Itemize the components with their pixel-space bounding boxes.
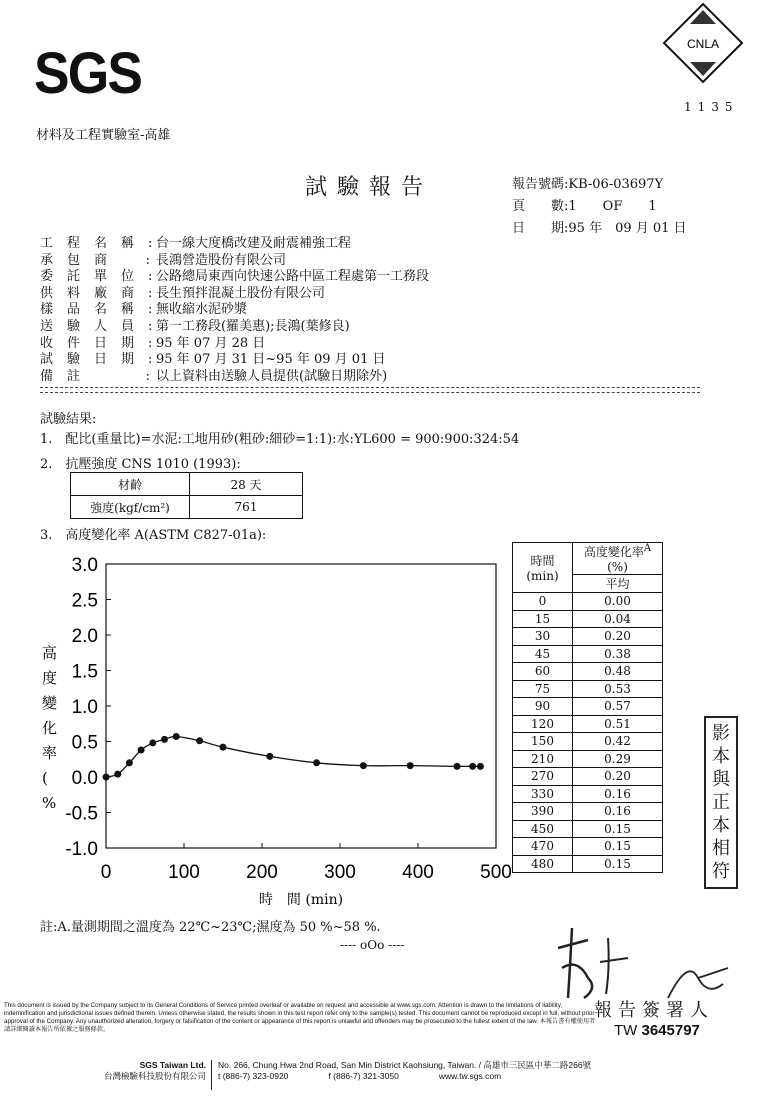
disclaimer-text: This document is issued by the Company subject to its General Conditions of Service printed overleaf or available on request and accessible at www.sgs.com. Attention is drawn to the limitations of liability, indemnification and jurisdictional issues defined therein. Unless otherwise stated, the results shown in this test report refer only to the sample(s) tested. This document cannot be reproduced except in full, without prior approval of the Company. Any unauthorized alteration, forgery or falsification of the content or appearance of this report is unlawful and offenders may be prosecuted to the fullest extent of the law. 本報告書有權使用者請詳細閱讀本報告所依據之服務條款。 (4, 1002, 596, 1033)
table-cell-time: 150 (513, 733, 573, 751)
table-row (513, 855, 663, 873)
info-label (40, 318, 153, 336)
table-row (513, 768, 663, 786)
table-header-time-unit: (min) (526, 569, 559, 583)
info-colon: : (148, 335, 153, 351)
table-cell-value: 0.53 (573, 680, 663, 698)
table-header-change-sup: A (643, 543, 652, 554)
info-label (40, 302, 153, 319)
y-tick-label: -0.5 (65, 803, 98, 825)
table-cell-value: 0.04 (573, 610, 663, 628)
info-row (40, 269, 429, 286)
y-tick-label: 1.5 (71, 661, 98, 683)
x-tick-label: 100 (168, 862, 200, 883)
table-cell-value: 0.51 (573, 715, 663, 733)
cnla-logo (662, 2, 744, 84)
data-point (407, 762, 414, 769)
info-label-text: 備註 (40, 368, 95, 384)
data-point (103, 774, 110, 781)
info-row (40, 286, 429, 303)
table-cell-value: 0.15 (573, 855, 663, 873)
info-value: 95 年 07 月 28 日 (156, 335, 266, 351)
info-colon: : (148, 236, 153, 251)
y-tick-label: -1.0 (65, 839, 98, 860)
data-point (469, 763, 476, 770)
info-label-text: 工程名稱 (40, 236, 149, 251)
table-cell-time: 30 (513, 628, 573, 646)
table-cell-time: 75 (513, 680, 573, 698)
cnla-number: 1135 (684, 100, 739, 114)
strength-table-header-days: 28 天 (190, 473, 303, 496)
info-value: 第一工務段(羅美惠);長鴻(葉修良) (156, 318, 350, 334)
report-title: 試驗報告 (305, 175, 434, 200)
table-cell-time: 470 (513, 838, 573, 856)
table-row (513, 645, 663, 663)
height-change-line: 3. 高度變化率 A(ASTM C827-01a): (40, 528, 267, 543)
mix-ratio-line: 1. 配比(重量比)=水泥:工地用砂(粗砂:細砂=1:1):水:YL600 = 900:900:324:54 (40, 432, 520, 447)
table-row (513, 803, 663, 821)
table-cell-value: 0.42 (573, 733, 663, 751)
y-tick-label: 0.0 (71, 768, 98, 789)
info-colon: : (148, 269, 153, 285)
table-cell-time: 45 (513, 645, 573, 663)
table-row (513, 750, 663, 768)
info-label-text: 樣品名稱 (40, 302, 149, 318)
table-cell-value: 0.20 (573, 768, 663, 786)
info-label (40, 253, 150, 270)
info-value: 台一線大度橋改建及耐震補強工程 (156, 236, 352, 251)
table-cell-value: 0.16 (573, 785, 663, 803)
info-row (40, 352, 429, 369)
info-label (40, 236, 153, 253)
x-tick-label: 0 (100, 862, 112, 883)
date-value: 95 年 09 月 01 日 (568, 221, 687, 236)
footer-address: No. 266, Chung Hwa 2nd Road, San Min District Kaohsiung, Taiwan. / 高雄市三民區中華二路266號 (218, 1060, 592, 1070)
table-row (513, 733, 663, 751)
info-colon: : (148, 302, 153, 318)
x-tick-label: 500 (480, 862, 512, 883)
y-tick-label: 3.0 (71, 555, 98, 576)
info-label-text: 送驗人員 (40, 318, 149, 334)
info-value: 長鴻營造股份有限公司 (156, 252, 287, 268)
plot-frame (106, 564, 496, 848)
table-row (513, 593, 663, 611)
data-point (161, 736, 168, 743)
table-cell-time: 450 (513, 820, 573, 838)
table-cell-time: 60 (513, 663, 573, 681)
table-row (513, 628, 663, 646)
table-header-change-label: 高度變化率 (583, 545, 644, 559)
data-point (126, 759, 133, 766)
series-line (106, 737, 480, 777)
table-row (513, 838, 663, 856)
info-label (40, 369, 150, 386)
table-cell-time: 120 (513, 715, 573, 733)
table-cell-value: 0.00 (573, 593, 663, 611)
x-axis-label: 時 間 (min) (258, 892, 344, 908)
info-label (40, 269, 153, 286)
table-cell-value: 0.29 (573, 750, 663, 768)
table-row (513, 698, 663, 716)
table-row (513, 715, 663, 733)
data-point (173, 733, 180, 740)
data-point (149, 739, 156, 746)
x-tick-label: 200 (246, 862, 278, 883)
compressive-strength-line: 2. 抗壓強度 CNS 1010 (1993): (40, 457, 241, 472)
info-label-text: 供料廠商 (40, 285, 149, 301)
info-colon: : (145, 252, 150, 268)
height-change-chart (36, 548, 512, 908)
data-point (360, 762, 367, 769)
data-point (266, 753, 273, 760)
table-cell-value: 0.38 (573, 645, 663, 663)
height-change-table (512, 542, 663, 873)
table-header-avg: 平均 (573, 575, 663, 593)
info-value: 公路總局東西向快速公路中區工程處第一工務段 (156, 269, 430, 285)
lab-name: 材料及工程實驗室-高雄 (36, 128, 171, 143)
info-value: 長生預拌混凝土股份有限公司 (156, 285, 326, 301)
data-point (138, 747, 145, 754)
y-tick-label: 2.5 (71, 590, 98, 612)
footer-divider (211, 1060, 212, 1090)
table-header-change (573, 543, 663, 575)
end-mark: ---- oOo ---- (340, 938, 405, 952)
page-value: 1 OF 1 (568, 199, 657, 214)
sgs-logo: SGS (34, 41, 142, 106)
footnote: 註:A.量測期間之溫度為 22℃~23℃;濕度為 50 %~58 %. (40, 920, 381, 935)
data-point (114, 771, 121, 778)
report-number: KB-06-03697Y (568, 177, 664, 192)
table-header-time-label: 時間 (530, 554, 555, 568)
info-value: 無收縮水泥砂漿 (156, 302, 248, 318)
report-meta (512, 174, 687, 240)
info-label (40, 352, 153, 369)
table-cell-time: 210 (513, 750, 573, 768)
date-label: 日 期: (512, 221, 569, 236)
double-dashed-divider (40, 387, 700, 393)
info-value: 95 年 07 月 31 日~95 年 09 月 01 日 (156, 352, 386, 368)
info-label (40, 285, 153, 303)
table-cell-value: 0.20 (573, 628, 663, 646)
table-row (513, 610, 663, 628)
strength-table-header-age: 材齡 (71, 473, 190, 496)
table-cell-time: 390 (513, 803, 573, 821)
signatory-label: 報告簽署人 (594, 1000, 714, 1021)
info-colon: : (148, 352, 153, 368)
results-heading: 試驗結果: (40, 412, 97, 427)
info-colon: : (145, 368, 150, 384)
table-cell-time: 270 (513, 768, 573, 786)
table-row (513, 785, 663, 803)
x-tick-label: 400 (402, 862, 434, 883)
info-label-text: 承包商 (40, 252, 122, 268)
strength-table (70, 472, 303, 519)
table-cell-time: 90 (513, 698, 573, 716)
signatory-id-prefix: TW (614, 1022, 638, 1039)
table-row (513, 680, 663, 698)
info-row (40, 302, 429, 319)
table-cell-time: 15 (513, 610, 573, 628)
data-point (196, 737, 203, 744)
table-header-unit: (%) (607, 560, 628, 574)
info-value: 以上資料由送驗人員提供(試驗日期除外) (156, 368, 388, 384)
info-label-text: 收件日期 (40, 335, 149, 351)
info-block (40, 236, 429, 385)
table-cell-value: 0.57 (573, 698, 663, 716)
y-tick-label: 0.5 (71, 732, 98, 754)
table-row (513, 820, 663, 838)
x-tick-label: 300 (324, 862, 356, 883)
info-colon: : (148, 285, 153, 301)
signatory-id-number: 3645797 (641, 1022, 700, 1039)
footer-company-en: SGS Taiwan Ltd. (139, 1060, 206, 1070)
info-label-text: 試驗日期 (40, 352, 149, 368)
footer-company-zh: 台灣檢驗科技股份有限公司 (103, 1071, 206, 1081)
table-cell-value: 0.48 (573, 663, 663, 681)
info-label-text: 委託單位 (40, 269, 149, 285)
footer-web: www.tw.sgs.com (438, 1071, 502, 1081)
data-point (313, 759, 320, 766)
copy-certified-stamp: 影本與正本相符 (704, 716, 738, 889)
info-row (40, 336, 429, 353)
data-point (454, 763, 461, 770)
table-header-time (513, 543, 573, 593)
info-row (40, 319, 429, 336)
report-number-label: 報告號碼: (512, 177, 569, 192)
table-cell-time: 330 (513, 785, 573, 803)
y-axis-label: 高度變化率( % (42, 644, 58, 812)
info-row (40, 236, 429, 253)
data-point (220, 744, 227, 751)
page-label: 頁 數: (512, 199, 569, 214)
y-tick-label: 2.0 (71, 626, 98, 647)
table-cell-value: 0.15 (573, 838, 663, 856)
info-colon: : (148, 318, 153, 334)
info-label (40, 335, 153, 353)
table-row (513, 663, 663, 681)
info-row (40, 369, 429, 386)
footer-tel: t (886-7) 323-0920 (218, 1071, 289, 1081)
table-cell-time: 0 (513, 593, 573, 611)
handwritten-signature (548, 918, 748, 1002)
y-tick-label: 1.0 (71, 697, 98, 718)
cnla-logo-text: CNLA (686, 37, 720, 51)
table-cell-value: 0.16 (573, 803, 663, 821)
data-point (477, 763, 484, 770)
info-row (40, 253, 429, 270)
table-cell-value: 0.15 (573, 820, 663, 838)
table-cell-time: 480 (513, 855, 573, 873)
footer-fax: f (886-7) 321-3050 (328, 1071, 399, 1081)
strength-table-label: 強度(kgf/cm²) (71, 496, 190, 519)
strength-table-value: 761 (190, 496, 303, 519)
signatory-id (614, 1022, 700, 1039)
